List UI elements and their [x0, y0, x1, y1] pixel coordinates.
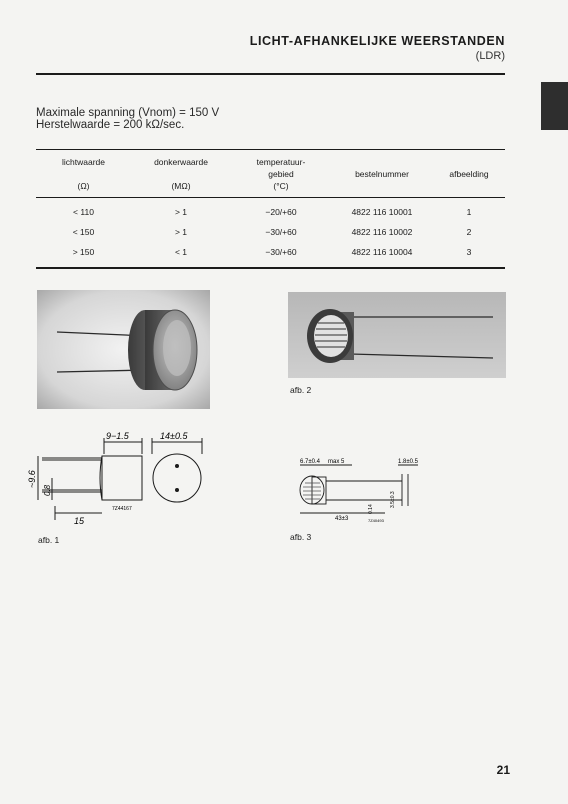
- drawing-code: 7Z40493: [368, 518, 384, 523]
- dim-diameter: 14±0.5: [160, 431, 188, 441]
- cell-afbeelding: 2: [466, 227, 472, 237]
- cell-donkerwaarde: > 1: [174, 207, 188, 217]
- cell-lichtwaarde: < 110: [73, 207, 94, 217]
- cell-bestelnummer: 4822 116 10001: [351, 207, 413, 217]
- dim-length: 9−1.5: [106, 431, 129, 441]
- dim-lead-length: 15: [74, 516, 85, 526]
- photo-ldr-2: [288, 292, 506, 378]
- dim-thickness: 3.5±0.3: [390, 491, 396, 508]
- ldr-front-body: [153, 454, 201, 502]
- dim-height: ~9.6: [27, 470, 37, 488]
- page-title: LICHT-AFHANKELIJKE WEERSTANDEN: [249, 34, 505, 48]
- dim-width: 6.7±0.4: [300, 459, 320, 465]
- page-subtitle: (LDR): [475, 50, 505, 62]
- photo-ldr-2-image: [288, 292, 506, 378]
- table-row: [36, 222, 505, 242]
- page-number: 21: [496, 763, 510, 777]
- col-header-bestelnummer: bestelnummer: [355, 168, 409, 179]
- cell-temperatuur: −20/+60: [265, 207, 297, 217]
- section-tab-marker: [541, 82, 568, 130]
- spec-recovery: Herstelwaarde = 200 kΩ/sec.: [36, 119, 185, 131]
- dim-total-length: 43±3: [335, 516, 349, 522]
- caption-afb-1: afb. 1: [38, 535, 60, 545]
- table-row: [36, 198, 505, 223]
- cell-afbeelding: 3: [466, 247, 472, 257]
- cell-temperatuur: −30/+60: [265, 227, 297, 237]
- dim-lead: 0.8: [43, 484, 52, 496]
- cell-lichtwaarde: < 150: [72, 227, 95, 237]
- cell-donkerwaarde: < 1: [174, 247, 188, 257]
- col-header-temperatuurgebied: temperatuur- gebied (°C): [256, 156, 306, 191]
- dim-max: max 5: [328, 459, 345, 465]
- drawing-code: 7Z44167: [112, 506, 132, 512]
- cell-afbeelding: 1: [466, 207, 472, 217]
- col-header-afbeelding: afbeelding: [449, 168, 489, 179]
- col-header-lichtwaarde: lichtwaarde (Ω): [62, 156, 105, 191]
- cell-donkerwaarde: > 1: [174, 227, 188, 237]
- dim-lead-dia: 0.14: [368, 504, 374, 514]
- col-header-donkerwaarde: donkerwaarde (MΩ): [154, 156, 208, 191]
- cell-temperatuur: −30/+60: [265, 247, 297, 257]
- ldr-side-body: [102, 456, 142, 500]
- spec-max-voltage: Maximale spanning (Vnom) = 150 V: [36, 107, 220, 119]
- cell-bestelnummer: 4822 116 10002: [351, 227, 413, 237]
- caption-afb-3: afb. 3: [290, 532, 312, 542]
- photo-ldr-1: [37, 290, 210, 409]
- drawing-afb-3: [290, 450, 440, 530]
- photo-ldr-1-image: [37, 290, 210, 409]
- table-row: [36, 242, 505, 268]
- caption-afb-2: afb. 2: [290, 385, 312, 395]
- drawing-afb-1: [27, 428, 215, 538]
- ldr-table: [36, 149, 505, 269]
- cell-lichtwaarde: > 150: [72, 247, 95, 257]
- header-rule: [36, 73, 505, 75]
- table-header-row: [36, 150, 505, 198]
- dim-pitch: 1.8±0.5: [398, 459, 418, 465]
- cell-bestelnummer: 4822 116 10004: [351, 247, 413, 257]
